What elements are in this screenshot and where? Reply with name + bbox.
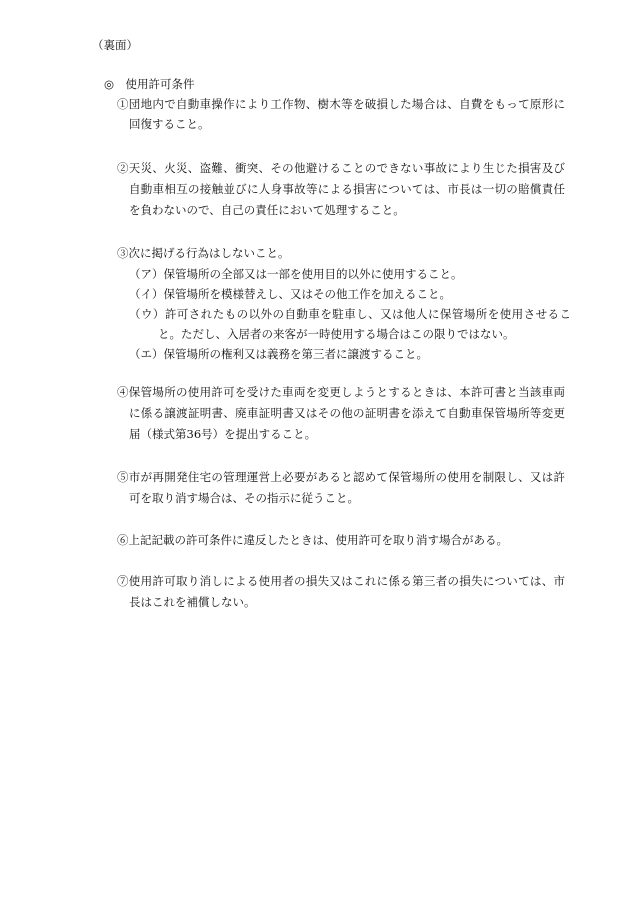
condition-7-line-2: 長はこれを補償しない。 (129, 595, 256, 609)
side-label: （裏面） (92, 38, 138, 52)
section-heading: ◎ 使用許可条件 (104, 77, 195, 91)
condition-2-line-2: 自動車相互の接触並びに人身事故等による損害については、市長は一切の賠償責任 (129, 182, 565, 196)
condition-5-line-1: ⑤市が再開発住宅の管理運営上必要があると認めて保管場所の使用を制限し、又は許 (117, 470, 565, 484)
condition-2-line-3: を負わないので、自己の責任において処理すること。 (129, 203, 405, 217)
condition-4-line-1: ④保管場所の使用許可を受けた車両を変更しようとするときは、本許可書と当該車両 (117, 385, 565, 399)
condition-3-item-u-line-1: （ウ）許可されたもの以外の自動車を駐車し、又は他人に保管場所を使用させるこ (129, 307, 571, 321)
condition-6-line-1: ⑥上記記載の許可条件に違反したときは、使用許可を取り消す場合がある。 (117, 533, 508, 547)
condition-3-item-i: （イ）保管場所を模様替えし、又はその他工作を加えること。 (129, 287, 451, 301)
condition-4-line-3: 届（様式第36号）を提出すること。 (129, 427, 317, 441)
condition-4-line-2: に係る譲渡証明書、廃車証明書又はその他の証明書を添えて自動車保管場所等変更 (129, 406, 565, 420)
condition-3-item-a: （ア）保管場所の全部又は一部を使用目的以外に使用すること。 (129, 267, 463, 281)
condition-3-item-e: （エ）保管場所の権利又は義務を第三者に譲渡すること。 (129, 347, 428, 361)
condition-3-line-1: ③次に掲げる行為はしないこと。 (117, 246, 290, 260)
condition-1-line-2: 回復すること。 (129, 117, 210, 131)
condition-7-line-1: ⑦使用許可取り消しによる使用者の損失又はこれに係る第三者の損失については、市 (117, 574, 565, 588)
condition-2-line-1: ②天災、火災、盗難、衝突、その他避けることのできない事故により生じた損害及び (117, 161, 565, 175)
condition-1-line-1: ①団地内で自動車操作により工作物、樹木等を破損した場合は、自費をもって原形に (117, 97, 565, 111)
condition-3-item-u-line-2: と。ただし、入居者の来客が一時使用する場合はこの限りではない。 (158, 327, 515, 341)
condition-5-line-2: 可を取り消す場合は、その指示に従うこと。 (129, 491, 359, 505)
